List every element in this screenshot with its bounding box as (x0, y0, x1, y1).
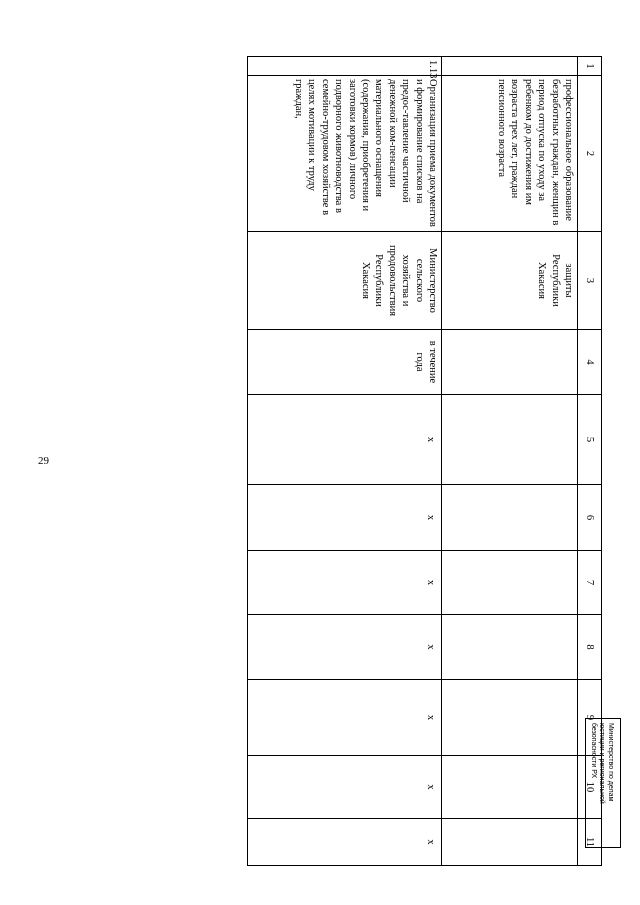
stamp-text: Министерство по делам юстиции и региональной безопасности РХ (590, 723, 614, 804)
mark-cell (248, 819, 442, 866)
mark-cell (248, 756, 442, 819)
term-cell: в течение года (248, 330, 442, 395)
mark-cell (442, 819, 578, 866)
header-cell: 11 (578, 819, 602, 866)
rotated-table-container (96, 56, 602, 846)
mark-x: х (425, 839, 436, 845)
mark-cell (442, 756, 578, 819)
header-cell: 4 (578, 330, 602, 395)
plan-table (247, 56, 602, 866)
mark-cell (442, 551, 578, 615)
mark-cell (248, 485, 442, 551)
header-cell: 3 (578, 232, 602, 330)
header-cell: 6 (578, 485, 602, 551)
term-cell (442, 330, 578, 395)
mark-x: х (425, 644, 436, 650)
mark-cell (442, 680, 578, 756)
header-cell: 9 (578, 680, 602, 756)
mark-cell (442, 395, 578, 485)
table-row (248, 57, 442, 866)
mark-cell (442, 615, 578, 680)
mark-cell (248, 680, 442, 756)
header-cell: 8 (578, 615, 602, 680)
mark-x: х (425, 784, 436, 790)
mark-x: х (425, 514, 436, 521)
mark-x: х (425, 714, 436, 721)
mark-x: х (425, 436, 436, 443)
mark-cell (248, 551, 442, 615)
mark-cell (248, 395, 442, 485)
header-cell: 10 (578, 756, 602, 819)
mark-cell (248, 615, 442, 680)
executor-cell: защиты Республики Хакасия (442, 232, 578, 330)
page-number: 29 (38, 455, 49, 467)
event-cell: Организация приема документов и формирование списков на предос-тавление частичной денежной ком-пенсации материального оснащения (содержания, приобретения и заготовки кормов) личного подворного животноводства в семейно-трудовом хозяйстве в целях мотивации к труду граждан, (248, 76, 442, 232)
mark-cell (442, 485, 578, 551)
row-number-cell (442, 57, 578, 76)
ministry-stamp (585, 718, 621, 848)
header-cell: 7 (578, 551, 602, 615)
mark-x: х (425, 579, 436, 586)
table-row (442, 57, 578, 866)
header-cell: 5 (578, 395, 602, 485)
header-cell: 1 (578, 57, 602, 76)
executor-cell: Министерство сельского хозяйства и продовольствия Республики Хакасия (248, 232, 442, 330)
event-cell: профессиональное образование безработных граждан, женщин в период отпуска по уходу за ребенком до достижения им возраста трех лет, граждан пенсионного возраста (442, 76, 578, 232)
header-cell: 2 (578, 76, 602, 232)
row-number-cell: 1.13 (248, 57, 442, 76)
